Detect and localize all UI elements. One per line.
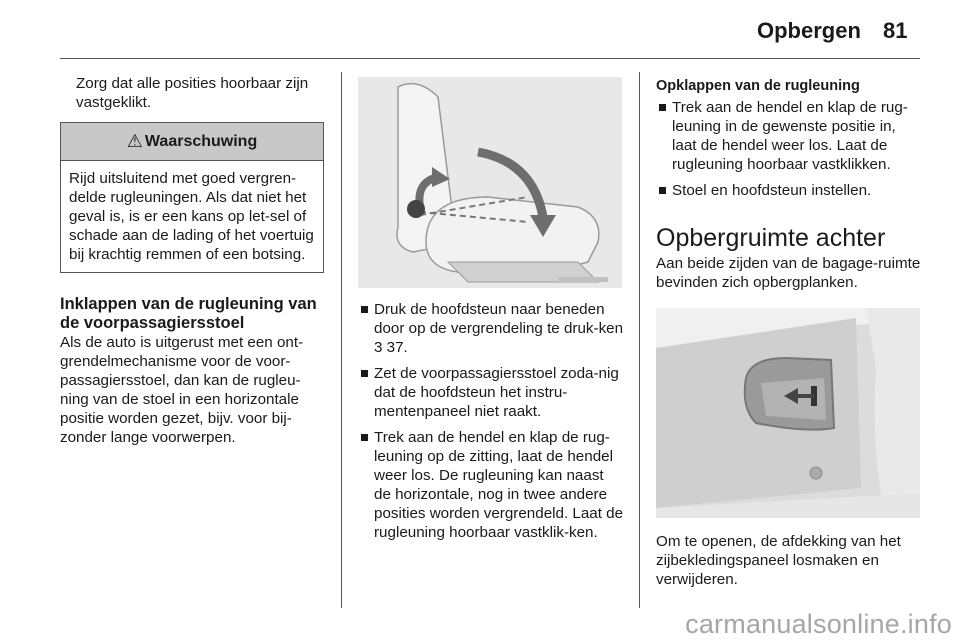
column-2 — [358, 77, 624, 549]
intro-text: Zorg dat alle posities hoorbaar zijn vastgeklikt. — [76, 75, 309, 111]
column-divider-2 — [639, 72, 640, 608]
bullet-icon — [361, 434, 368, 441]
bullet-icon — [361, 306, 368, 313]
column-3 — [656, 77, 922, 589]
warning-icon: ⚠ — [126, 131, 143, 151]
list-item-text: Stoel en hoofdsteun instellen. — [672, 182, 872, 199]
watermark: carmanualsonline.info — [685, 609, 952, 639]
page-title: Opbergen — [757, 18, 861, 43]
bullet-icon — [659, 187, 666, 194]
instruction-list — [358, 300, 624, 542]
list-item-text: Trek aan de hendel en klap de rug-leuning op de zitting, laat de hendel weer los. De rugleuning kan naast de horizontale, nog in twee andere posities worden vergrendeld. Laat de rugleuning hoorbaar vastklik-ken. — [374, 429, 624, 541]
warning-box — [60, 122, 324, 273]
list-item — [656, 181, 922, 200]
page-number: 81 — [883, 18, 908, 43]
subheading: Opklappen van de rugleuning — [656, 78, 860, 94]
list-item-text: Druk de hoofdsteun naar beneden door op de vergrendeling te druk-ken 3 37. — [374, 301, 624, 356]
warning-title: Waarschuwing — [144, 133, 258, 150]
section-heading: Inklappen van de rugleuning van de voorpassagiersstoel — [60, 295, 317, 332]
trunk-photo — [656, 308, 920, 518]
list-item — [358, 300, 624, 357]
bullet-icon — [659, 104, 666, 111]
list-item — [656, 98, 922, 174]
header-rule — [60, 58, 920, 59]
column-divider-1 — [341, 72, 342, 608]
section-paragraph: Als de auto is uitgerust met een ont-grendelmechanisme voor de voor-passagiersstoel, dan kan de rugleu-ning van de stoel in een horizontale positie worden gezet, bijv. voor bij-zonder lange voorwerpen. — [60, 334, 304, 446]
list-item-text: Zet de voorpassagiersstoel zoda-nig dat de hoofdsteun het instru-mentenpaneel niet raakt. — [374, 365, 619, 420]
section-title: Opbergruimte achter — [656, 224, 886, 252]
bullet-icon — [361, 370, 368, 377]
warning-body: Rijd uitsluitend met goed vergren-delde rugleuningen. Als dat niet het geval is, is er een kans op let-sel of schade aan de lading of het voertuig bij krachtig remmen of een botsing. — [69, 170, 314, 263]
section-intro: Aan beide zijden van de bagage-ruimte bevinden zich opbergplanken. — [656, 255, 921, 291]
list-item — [358, 428, 624, 542]
fold-up-list — [656, 98, 922, 200]
column-1 — [60, 74, 324, 447]
list-item-text: Trek aan de hendel en klap de rug-leuning in de gewenste positie in, laat de hendel weer los. Laat de rugleuning hoorbaar vastklikken. — [672, 99, 908, 173]
warning-header — [61, 123, 323, 161]
seat-illustration — [358, 77, 622, 288]
list-item — [358, 364, 624, 421]
after-image-text: Om te openen, de afdekking van het zijbekledingspaneel losmaken en verwijderen. — [656, 533, 901, 588]
